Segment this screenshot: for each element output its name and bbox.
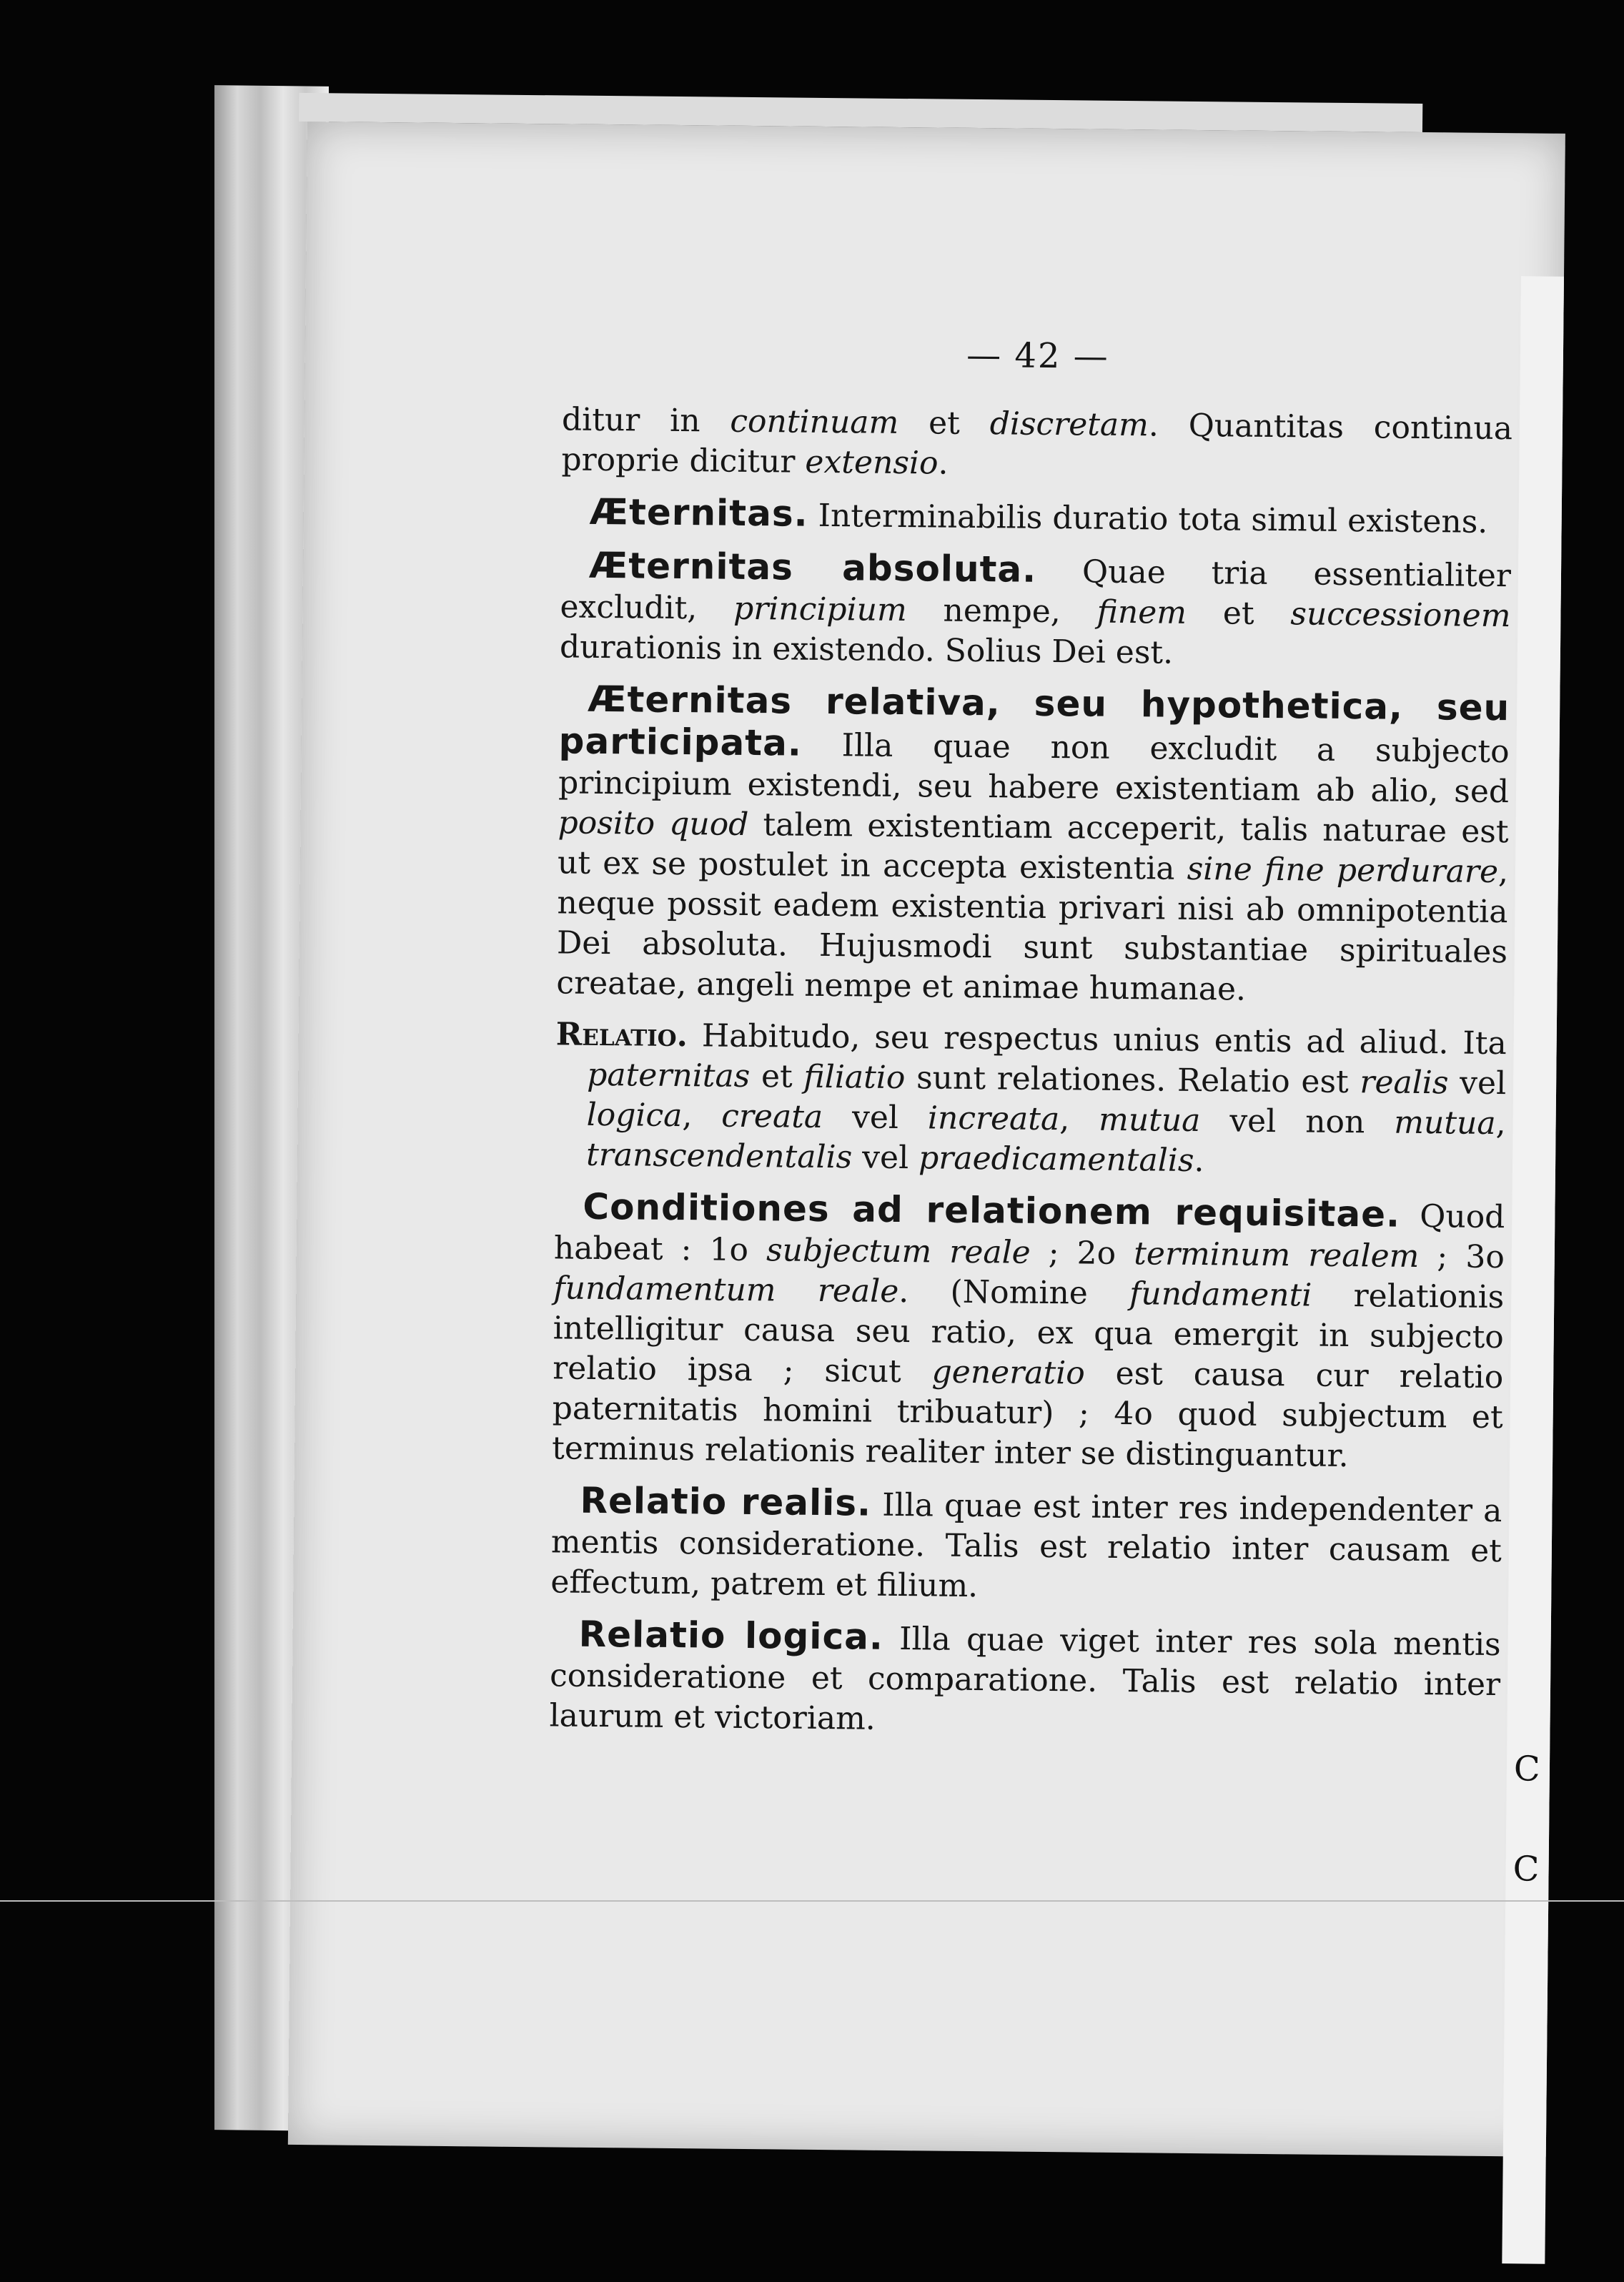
- entry-heading: Relatio.: [555, 1016, 688, 1054]
- entry-heading: Relatio logica.: [578, 1613, 884, 1658]
- entry-heading: Relatio realis.: [580, 1479, 872, 1524]
- page-text: [549, 331, 1513, 1757]
- entry-aeternitas-relativa: Æternitas relativa, seu hypothetica, seu participata. Illa quae non excludit a subjecto principium existendi, seu habere existentiam ab alio, sed posito quod talem existentiam acceperit, talis naturae est ut ex se postulet in accepta existentia sine fine perdurare, neque possit eadem existentia privari nisi ab omnipotentia Dei absoluta. Hujusmodi sunt substantiae spirituales creatae, angeli nempe et animae humanae.: [556, 678, 1510, 1008]
- entry-heading: Æternitas.: [589, 490, 808, 535]
- entry-relatio: Relatio. Habitudo, seu respectus unius entis ad aliud. Ita paternitas et filiatio sunt relationes. Relatio est realis vel logica, creata vel increata, mutua vel non mutua, transcendentalis vel praedicamentalis.: [555, 1016, 1507, 1180]
- entry-aeternitas-absoluta: Æternitas absoluta. Quae tria essentialiter excludit, principium nempe, finem et successionem durationis in existendo. Solius Dei est.: [559, 544, 1512, 671]
- entry-heading: Æternitas relativa, seu hypothetica, seu participata.: [558, 678, 1510, 764]
- margin-mark: C: [1512, 1849, 1540, 1890]
- paragraph-continuation: ditur in continuam et discretam. Quantitas continua proprie dicitur extensio.: [561, 401, 1513, 482]
- page-number: — 42 —: [966, 335, 1109, 377]
- entry-aeternitas: Æternitas. Interminabilis duratio tota simul existens.: [589, 490, 1488, 540]
- scan-artifact-line: [0, 1900, 1624, 1902]
- margin-mark: C: [1513, 1749, 1540, 1789]
- entry-relatio-realis: Relatio realis. Illa quae est inter res independenter a mentis consideratione. Talis est relatio inter causam et effectum, patrem et filium.: [550, 1479, 1502, 1605]
- entry-conditiones: Conditiones ad relationem requisitae. Quod habeat : 1o subjectum reale ; 2o terminum realem ; 3o fundamentum reale. (Nomine fundamenti relationis intelligitur causa seu ratio, ex qua emergit in subjecto relatio ipsa ; sicut generatio est causa cur relatio paternitatis homini tribuatur) ; 4o quod subjectum et terminus relationis realiter inter se distinguantur.: [551, 1185, 1505, 1475]
- entry-heading: Æternitas absoluta.: [588, 544, 1037, 591]
- entry-relatio-logica: Relatio logica. Illa quae viget inter res sola mentis consideratione et comparatione. Talis est relatio inter laurum et victoriam.: [549, 1613, 1501, 1737]
- book-page: [288, 122, 1565, 2157]
- entry-heading: Conditiones ad relationem requisitae.: [583, 1185, 1401, 1235]
- facing-page-edge: [1502, 276, 1564, 2263]
